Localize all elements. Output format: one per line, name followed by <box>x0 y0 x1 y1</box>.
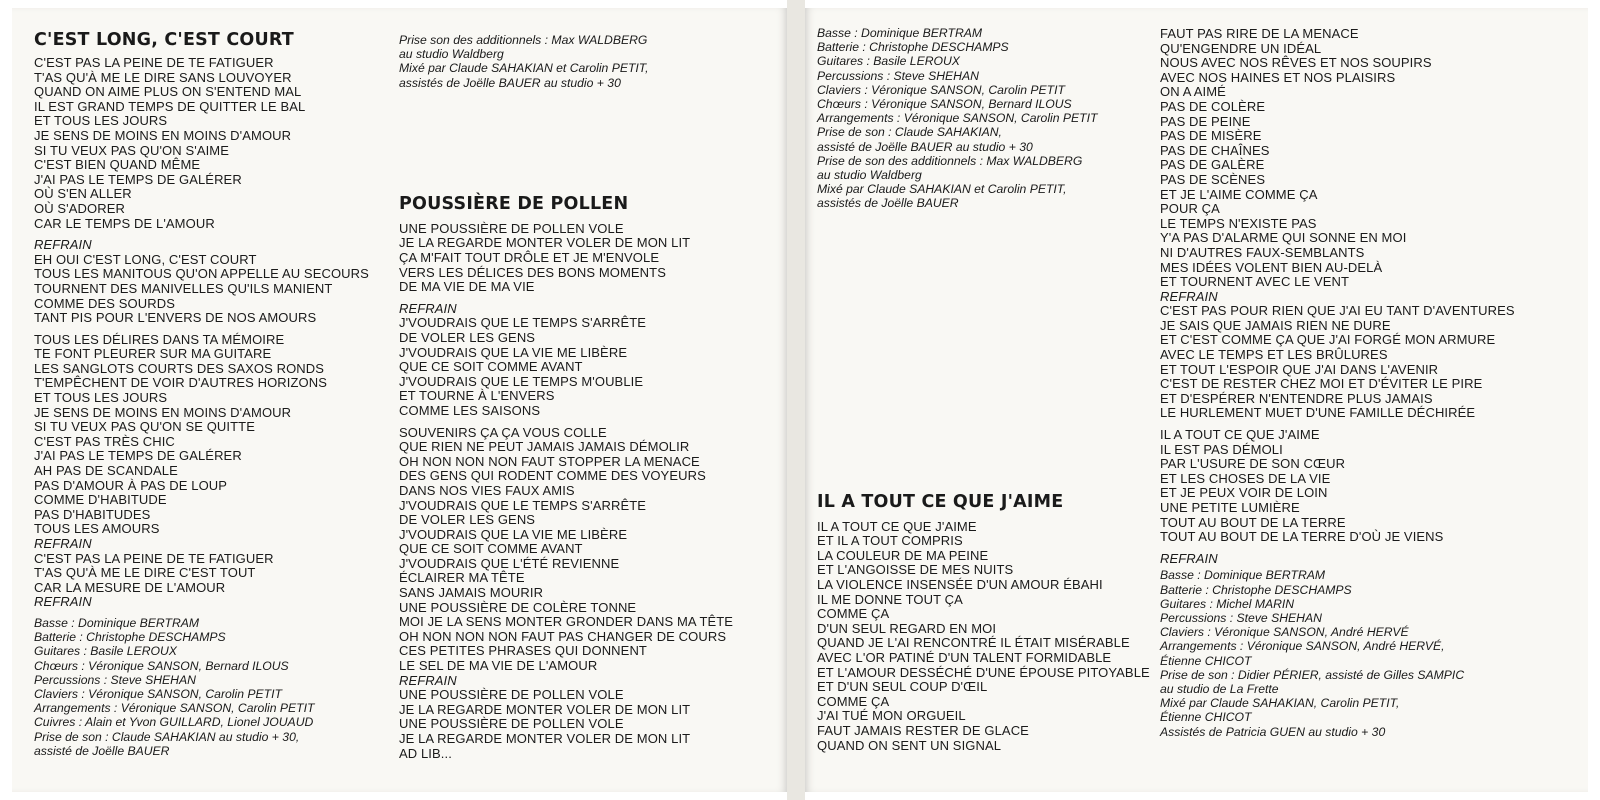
lyric-line: ET LES CHOSES DE LA VIE <box>1160 470 1331 486</box>
credit-line: au studio Waldberg <box>817 168 922 183</box>
refrain-label: REFRAIN <box>34 594 92 610</box>
lyric-line: QUAND JE L'AI RENCONTRÉ IL ÉTAIT MISÉRABLE <box>817 635 1130 651</box>
lyric-line: OÙ S'ADORER <box>34 200 125 216</box>
lyric-line: QU'ENGENDRE UN IDÉAL <box>1160 40 1322 56</box>
song-il-a-tout-ce-que-jaime-continued <box>1160 27 1580 739</box>
lyric-lines <box>399 316 779 418</box>
credit-line: assistés de Joëlle BAUER au studio + 30 <box>399 75 621 90</box>
lyrics-block <box>399 222 779 761</box>
credit-line: Percussions : Steve SHEHAN <box>817 68 979 83</box>
lyric-line: UNE POUSSIÈRE DE COLÈRE TONNE <box>399 599 637 615</box>
lyric-line: COMME D'HABITUDE <box>34 492 167 508</box>
refrain-label: REFRAIN <box>399 672 457 688</box>
lyric-line: LA VIOLENCE INSENSÉE D'UN AMOUR ÉBAHI <box>817 577 1103 593</box>
lyric-line: J'VOUDRAIS QUE L'ÉTÉ REVIENNE <box>399 555 620 571</box>
booklet-spine <box>787 0 805 800</box>
lyric-line: ET C'EST COMME ÇA QUE J'AI FORGÉ MON ARMURE <box>1160 332 1496 348</box>
lyric-line: COMME ÇA <box>817 693 890 709</box>
refrain-label: REFRAIN <box>34 536 92 551</box>
credit-line: Prise de son des additionnels : Max WALDBERG <box>817 153 1083 168</box>
lyric-line: ET TOUS LES JOURS <box>34 113 168 129</box>
lyric-line: T'EMPÊCHENT DE VOIR D'AUTRES HORIZONS <box>34 375 328 391</box>
credit-line: assisté de Joëlle BAUER au studio + 30 <box>817 139 1033 154</box>
credit-line: au studio de La Frette <box>1160 682 1279 696</box>
credit-line: assisté de Joëlle BAUER <box>34 743 170 758</box>
lyric-line: OH NON NON NON FAUT PAS CHANGER DE COURS <box>399 628 727 644</box>
credit-lines <box>817 26 1157 211</box>
lyric-line: ET JE PEUX VOIR DE LOIN <box>1160 485 1328 501</box>
lyric-line: QUAND ON AIME PLUS ON S'ENTEND MAL <box>34 84 302 100</box>
lyric-line: ET L'ANGOISSE DE MES NUITS <box>817 562 1014 578</box>
credit-line: Mixé par Claude SAHAKIAN et Carolin PETIT, <box>817 182 1067 197</box>
lyric-line: AVEC L'OR PATINÉ D'UN TALENT FORMIDABLE <box>817 649 1112 665</box>
lyric-lines <box>34 333 394 537</box>
credit-line: Guitares : Basile LEROUX <box>34 644 177 659</box>
credit-line: Mixé par Claude SAHAKIAN et Carolin PETIT, <box>399 61 649 76</box>
lyric-line: ON A AIMÉ <box>1160 84 1226 100</box>
lyric-line: SANS JAMAIS MOURIR <box>399 585 544 601</box>
credit-lines <box>1160 568 1580 738</box>
credit-line: Assistés de Patricia GUEN au studio + 30 <box>1160 724 1386 739</box>
lyrics-block <box>34 56 394 610</box>
credit-line: Étienne CHICOT <box>1160 653 1252 668</box>
lyric-line: J'VOUDRAIS QUE LA VIE ME LIBÈRE <box>399 526 628 542</box>
credit-line: Arrangements : Véronique SANSON, Carolin PETIT <box>34 701 315 716</box>
lyric-line: LA COULEUR DE MA PEINE <box>817 547 989 563</box>
lyric-line: PAS D'AMOUR À PAS DE LOUP <box>34 477 228 493</box>
lyric-line: AVEC LE TEMPS ET LES BRÛLURES <box>1160 347 1388 363</box>
credits-block <box>817 26 1157 211</box>
credit-line: au studio Waldberg <box>399 47 504 62</box>
lyric-line: AH PAS DE SCANDALE <box>34 463 178 479</box>
credit-line: Chœurs : Véronique SANSON, Bernard ILOUS <box>817 97 1072 112</box>
credit-line: Chœurs : Véronique SANSON, Bernard ILOUS <box>34 658 289 673</box>
lyric-line: DANS NOS VIES FAUX AMIS <box>399 482 575 498</box>
credit-lines <box>399 33 779 90</box>
lyric-lines <box>34 552 394 596</box>
song-cest-long-cest-court <box>34 30 394 758</box>
lyric-line: PAS DE CHAÎNES <box>1160 142 1270 158</box>
lyric-line: ET JE L'AIME COMME ÇA <box>1160 186 1318 202</box>
lyric-line: ET IL A TOUT COMPRIS <box>817 533 963 549</box>
lyric-line: J'AI PAS LE TEMPS DE GALÉRER <box>34 448 242 464</box>
credit-line: Batterie : Christophe DESCHAMPS <box>34 630 226 645</box>
lyric-line: ET D'UN SEUL COUP D'ŒIL <box>817 679 988 695</box>
lyric-line: PAS DE PEINE <box>1160 113 1251 129</box>
credit-line: Claviers : Véronique SANSON, Carolin PETIT <box>34 686 282 701</box>
lyric-line: DE VOLER LES GENS <box>399 329 536 345</box>
credit-line: Percussions : Steve SHEHAN <box>34 672 196 687</box>
credit-line: Arrangements : Véronique SANSON, Carolin PETIT <box>817 111 1098 126</box>
lyric-line: JE SAIS QUE JAMAIS RIEN NE DURE <box>1160 317 1391 333</box>
credit-line: Claviers : Véronique SANSON, André HERVÉ <box>1160 625 1409 640</box>
song-title: IL A TOUT CE QUE J'AIME <box>817 491 1064 512</box>
lyric-lines <box>1160 428 1580 545</box>
credit-line: Arrangements : Véronique SANSON, André HERVÉ, <box>1160 639 1445 654</box>
lyric-lines <box>399 426 779 674</box>
lyric-line: PAS DE COLÈRE <box>1160 98 1266 114</box>
lyric-line: ET L'AMOUR DESSÉCHÉ D'UNE ÉPOUSE PITOYABLE <box>817 664 1150 680</box>
lyric-line: ÉCLAIRER MA TÊTE <box>399 570 525 586</box>
lyric-line: COMME DES SOURDS <box>34 295 176 311</box>
credit-line: Prise de son : Didier PÉRIER, assisté de Gilles SAMPIC <box>1160 667 1465 682</box>
lyric-line: C'EST BIEN QUAND MÊME <box>34 157 201 173</box>
credit-line: Claviers : Véronique SANSON, Carolin PETIT <box>817 82 1065 97</box>
lyric-line: JE LA REGARDE MONTER VOLER DE MON LIT <box>399 701 691 717</box>
lyric-line: TOUS LES AMOURS <box>34 521 160 537</box>
lyric-line: J'VOUDRAIS QUE LE TEMPS M'OUBLIE <box>399 373 644 389</box>
lyric-line: OH NON NON NON FAUT STOPPER LA MENACE <box>399 453 700 469</box>
lyric-line: TE FONT PLEURER SUR MA GUITARE <box>34 346 272 362</box>
lyric-line: J'VOUDRAIS QUE LE TEMPS S'ARRÊTE <box>399 315 647 331</box>
lyric-line: T'AS QU'À ME LE DIRE C'EST TOUT <box>34 565 256 581</box>
lyric-line: AVEC NOS HAINES ET NOS PLAISIRS <box>1160 69 1396 85</box>
lyric-line: CAR LA MESURE DE L'AMOUR <box>34 579 226 595</box>
lyric-line: QUE CE SOIT COMME AVANT <box>399 359 583 375</box>
lyric-line: TOUT AU BOUT DE LA TERRE D'OÙ JE VIENS <box>1160 529 1444 545</box>
lyric-line: COMME ÇA <box>817 606 890 622</box>
song-title: POUSSIÈRE DE POLLEN <box>399 193 629 214</box>
lyric-line: SOUVENIRS ÇA ÇA VOUS COLLE <box>399 424 607 440</box>
lyric-lines <box>399 222 779 295</box>
lyric-line: C'EST PAS TRÈS CHIC <box>34 433 175 449</box>
credit-line: Prise de son : Claude SAHAKIAN au studio + 30, <box>34 729 300 744</box>
credit-line: Batterie : Christophe DESCHAMPS <box>817 40 1009 55</box>
lyric-line: T'AS QU'À ME LE DIRE SANS LOUVOYER <box>34 69 292 85</box>
lyric-line: J'AI TUÉ MON ORGUEIL <box>817 708 966 724</box>
lyric-line: CES PETITES PHRASES QUI DONNENT <box>399 643 647 659</box>
lyric-line: UNE PETITE LUMIÈRE <box>1160 500 1300 515</box>
lyric-line: PAS D'HABITUDES <box>34 506 151 522</box>
lyric-lines <box>34 56 394 231</box>
credit-line: Cuivres : Alain et Yvon GUILLARD, Lionel JOUAUD <box>34 715 314 730</box>
lyric-line: ET TOUS LES JOURS <box>34 390 168 406</box>
lyric-line: PAS DE GALÈRE <box>1160 157 1265 173</box>
credit-line: Étienne CHICOT <box>1160 710 1252 725</box>
lyric-line: EH OUI C'EST LONG, C'EST COURT <box>34 251 257 267</box>
lyric-line: LE HURLEMENT MUET D'UNE FAMILLE DÉCHIRÉE <box>1160 405 1476 421</box>
lyric-line: LE TEMPS N'EXISTE PAS <box>1160 215 1317 231</box>
credit-lines <box>34 616 394 758</box>
lyric-line: ET TOURNENT AVEC LE VENT <box>1160 274 1350 290</box>
credit-line: Percussions : Steve SHEHAN <box>1160 610 1322 625</box>
refrain-label: REFRAIN <box>1160 550 1218 566</box>
lyric-lines <box>399 688 779 761</box>
lyric-line: QUAND ON SENT UN SIGNAL <box>817 737 1002 753</box>
lyric-line: SI TU VEUX PAS QU'ON S'AIME <box>34 142 230 158</box>
lyric-line: MOI JE LA SENS MONTER GRONDER DANS MA TÊTE <box>399 614 734 630</box>
lyric-lines <box>1160 304 1580 421</box>
lyric-line: UNE POUSSIÈRE DE POLLEN VOLE <box>399 716 624 732</box>
credit-line: Basse : Dominique BERTRAM <box>1160 568 1326 583</box>
lyric-line: POUR ÇA <box>1160 201 1220 217</box>
lyric-line: PAS DE SCÈNES <box>1160 171 1266 187</box>
refrain-label: REFRAIN <box>399 300 457 316</box>
lyric-line: TOUT AU BOUT DE LA TERRE <box>1160 514 1346 530</box>
lyrics-block <box>1160 27 1580 566</box>
lyric-line: COMME LES SAISONS <box>399 402 541 418</box>
lyric-line: Y'A PAS D'ALARME QUI SONNE EN MOI <box>1160 230 1407 246</box>
credit-line: Mixé par Claude SAHAKIAN, Carolin PETIT, <box>1160 696 1400 711</box>
lyric-line: J'VOUDRAIS QUE LA VIE ME LIBÈRE <box>399 344 628 360</box>
lyric-line: C'EST PAS LA PEINE DE TE FATIGUER <box>34 55 274 70</box>
lyric-line: UNE POUSSIÈRE DE POLLEN VOLE <box>399 220 624 236</box>
lyric-line: PAR L'USURE DE SON CŒUR <box>1160 456 1346 472</box>
lyric-line: JE SENS DE MOINS EN MOINS D'AMOUR <box>34 404 292 420</box>
lyric-line: UNE POUSSIÈRE DE POLLEN VOLE <box>399 687 624 703</box>
lyric-line: QUE RIEN NE PEUT JAMAIS JAMAIS DÉMOLIR <box>399 439 690 455</box>
lyric-line: FAUT PAS RIRE DE LA MENACE <box>1160 26 1359 41</box>
lyric-line: JE LA REGARDE MONTER VOLER DE MON LIT <box>399 235 691 251</box>
lyrics-block <box>817 520 1157 754</box>
lyric-line: JE SENS DE MOINS EN MOINS D'AMOUR <box>34 127 292 143</box>
lyric-line: ET D'ESPÉRER N'ENTENDRE PLUS JAMAIS <box>1160 390 1433 406</box>
lyric-line: C'EST DE RESTER CHEZ MOI ET D'ÉVITER LE PIRE <box>1160 376 1483 392</box>
refrain-label: REFRAIN <box>34 237 92 253</box>
lyric-line: IL EST PAS DÉMOLI <box>1160 441 1283 457</box>
lyric-line: IL A TOUT CE QUE J'AIME <box>1160 427 1320 443</box>
lyric-line: C'EST PAS LA PEINE DE TE FATIGUER <box>34 550 274 566</box>
lyric-line: ÇA M'FAIT TOUT DRÔLE ET JE M'ENVOLE <box>399 250 660 265</box>
lyric-line: TOUS LES MANITOUS QU'ON APPELLE AU SECOURS <box>34 266 369 282</box>
lyric-line: ET TOURNE À L'ENVERS <box>399 388 555 404</box>
lyric-line: SI TU VEUX PAS QU'ON SE QUITTE <box>34 419 255 435</box>
credit-line: Batterie : Christophe DESCHAMPS <box>1160 582 1352 597</box>
credit-line: Guitares : Basile LEROUX <box>817 54 960 69</box>
lyric-line: DES GENS QUI RODENT COMME DES VOYEURS <box>399 468 706 484</box>
lyric-line: NI D'AUTRES FAUX-SEMBLANTS <box>1160 244 1365 260</box>
lyric-line: OÙ S'EN ALLER <box>34 186 132 202</box>
lyric-line: PAS DE MISÈRE <box>1160 128 1262 144</box>
credits-block <box>399 33 779 90</box>
lyric-line: IL EST GRAND TEMPS DE QUITTER LE BAL <box>34 98 306 114</box>
credit-line: Basse : Dominique BERTRAM <box>817 26 983 40</box>
lyric-line: ET TOUT L'ESPOIR QUE J'AI DANS L'AVENIR <box>1160 361 1439 377</box>
credit-line: Prise son des additionnels : Max WALDBERG <box>399 33 648 47</box>
lyric-line: TOUS LES DÉLIRES DANS TA MÉMOIRE <box>34 331 285 347</box>
lyric-line: VERS LES DÉLICES DES BONS MOMENTS <box>399 264 666 280</box>
lyric-line: QUE CE SOIT COMME AVANT <box>399 541 583 557</box>
lyric-line: TANT PIS POUR L'ENVERS DE NOS AMOURS <box>34 310 317 326</box>
lyric-line: NOUS AVEC NOS RÊVES ET NOS SOUPIRS <box>1160 55 1432 71</box>
lyric-lines <box>34 253 394 326</box>
lyric-line: J'VOUDRAIS QUE LE TEMPS S'ARRÊTE <box>399 497 647 513</box>
left-page <box>12 8 787 792</box>
lyric-lines <box>817 520 1157 754</box>
lyric-lines <box>1160 27 1580 290</box>
lyric-line: J'AI PAS LE TEMPS DE GALÉRER <box>34 171 242 187</box>
right-page <box>805 8 1588 792</box>
lyric-line: MES IDÉES VOLENT BIEN AU-DELÀ <box>1160 259 1383 275</box>
song-il-a-tout-ce-que-jaime <box>817 26 1157 753</box>
lyric-line: DE MA VIE DE MA VIE <box>399 279 535 295</box>
lyric-line: D'UN SEUL REGARD EN MOI <box>817 620 997 636</box>
credits-block <box>1160 568 1580 738</box>
lyric-line: DE VOLER LES GENS <box>399 512 536 528</box>
lyric-line: CAR LE TEMPS DE L'AMOUR <box>34 215 215 231</box>
credit-line: Guitares : Michel MARIN <box>1160 596 1295 611</box>
lyric-line: AD LIB... <box>399 745 452 761</box>
song-poussiere-de-pollen <box>399 33 779 761</box>
lyric-line: LES SANGLOTS COURTS DES SAXOS RONDS <box>34 360 325 376</box>
lyric-line: C'EST PAS POUR RIEN QUE J'AI EU TANT D'AVENTURES <box>1160 303 1515 319</box>
lyric-line: FAUT JAMAIS RESTER DE GLACE <box>817 722 1029 738</box>
lyric-line: JE LA REGARDE MONTER VOLER DE MON LIT <box>399 731 691 746</box>
lyric-line: IL A TOUT CE QUE J'AIME <box>817 518 977 534</box>
credits-block <box>34 616 394 758</box>
credit-line: Prise de son : Claude SAHAKIAN, <box>817 125 1002 140</box>
lyric-line: IL ME DONNE TOUT ÇA <box>817 591 963 607</box>
lyric-line: LE SEL DE MA VIE DE L'AMOUR <box>399 658 598 674</box>
credit-line: Basse : Dominique BERTRAM <box>34 615 200 630</box>
credit-line: assistés de Joëlle BAUER <box>817 196 959 211</box>
song-title: C'EST LONG, C'EST COURT <box>34 30 294 50</box>
refrain-label: REFRAIN <box>1160 288 1218 304</box>
lyric-line: TOURNENT DES MANIVELLES QU'ILS MANIENT <box>34 280 333 296</box>
